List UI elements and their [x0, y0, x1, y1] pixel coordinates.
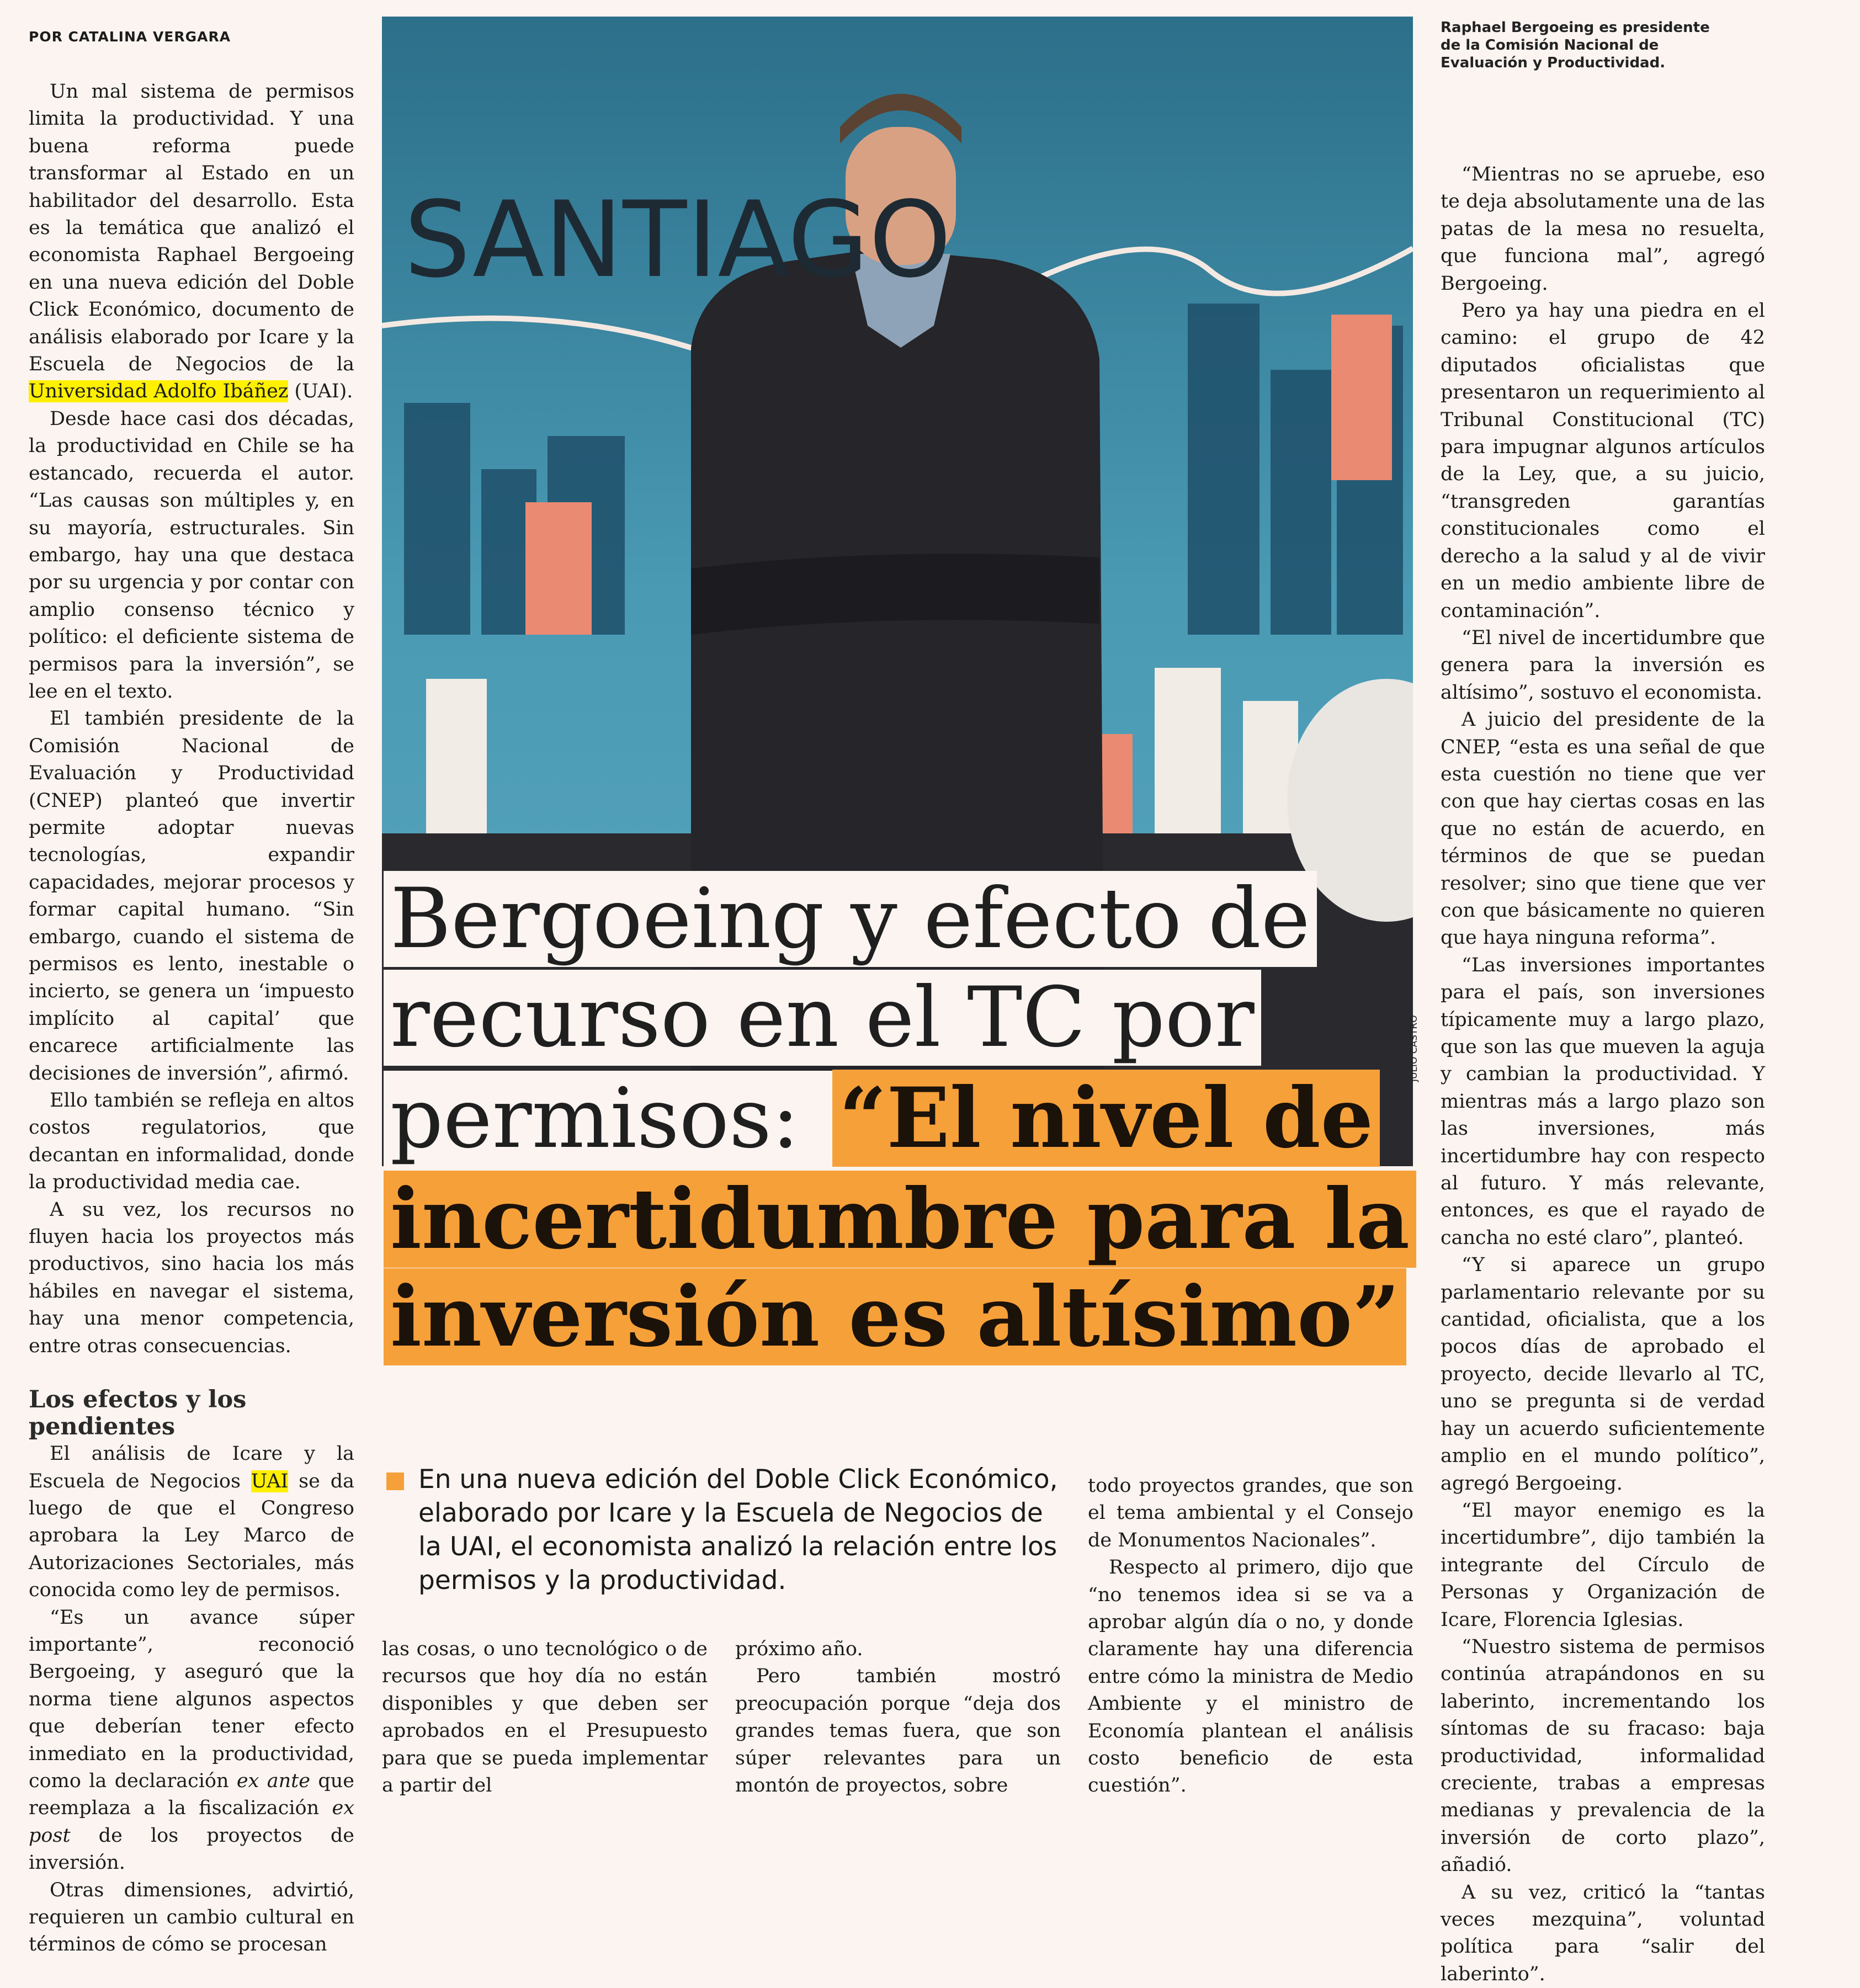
mural-text: SANTIAGO: [404, 179, 952, 301]
paragraph: Desde hace casi dos décadas, la productividad en Chile se ha estancado, recuerda el autor. “Las causas son múltiples y, en su mayoría, estructurales. Sin embargo, hay una que destaca por su urgencia y por contar con amplio consenso técnico y político: el deficiente sistema de permisos para la inversión”, se lee en el texto.: [29, 407, 354, 703]
highlighted-text: UAI: [251, 1470, 289, 1492]
article-column-4: [1088, 1473, 1413, 1800]
article-column-1: [29, 78, 354, 1959]
photo-caption: Raphael Bergoeing es presidente de la Comisión Nacional de Evaluación y Productividad.: [1441, 19, 1710, 71]
paragraph: Un mal sistema de permisos limita la productividad. Y una buena reforma puede transformar al Estado en un habilitador del desarrollo. Esta es la temática que analizó el economista Raphael Bergoeing en una nueva edición del Doble Click Económico, documento de análisis elaborado por Icare y la Escuela de Negocios de la Universidad Adolfo Ibáñez (UAI).: [29, 81, 354, 403]
article-column-5: [1441, 161, 1765, 1988]
byline: POR CATALINA VERGARA: [29, 29, 231, 45]
headline-line-2: recurso en el TC por: [384, 970, 1261, 1066]
paragraph: “Nuestro sistema de permisos continúa atrapándonos en su laberinto, incrementando los síntomas de su fracaso: baja productividad, informalidad creciente, trabas a empresas medianas y prevalencia de la inversión de corto plazo”, añadió.: [1441, 1635, 1765, 1877]
paragraph: próximo año.: [735, 1638, 863, 1660]
paragraph: todo proyectos grandes, que son el tema ambiental y el Consejo de Monumentos Nacionales”.: [1088, 1475, 1413, 1551]
paragraph: Ello también se refleja en altos costos regulatorios, que decantan en informalidad, donde la productividad media cae.: [29, 1089, 354, 1194]
headline-line-4: incertidumbre para la: [384, 1172, 1416, 1268]
paragraph: “Las inversiones importantes para el país, son inversiones típicamente muy a largo plazo, que son las que mueven la aguja y cambian la productividad. Y mientras más a largo plazo son las inversiones, más incertidumbre hay con respecto al futuro. Y más relevante, entonces, es que el rayado de cancha no esté claro”, planteó.: [1441, 954, 1765, 1249]
lead-bullet: [386, 1473, 404, 1490]
paragraph: A su vez, criticó la “tantas veces mezquina”, voluntad política para “salir del laberinto”.: [1441, 1881, 1765, 1985]
headline-line-5: inversión es altísimo”: [384, 1269, 1406, 1365]
photo-credit: JULIO CASTRO: [1409, 1015, 1420, 1082]
article-column-2: [382, 1636, 708, 1799]
paragraph: El análisis de Icare y la Escuela de Negocios UAI se da luego de que el Congreso aprobara la Ley Marco de Autorizaciones Sectoriales, más conocida como ley de permisos.: [29, 1443, 354, 1602]
paragraph: A juicio del presidente de la CNEP, “esta es una señal de que esta cuestión no tiene que ver con que hay ciertas cosas en las que no están de acuerdo, en términos de que se puedan resolver; sino que tiene que ver con que básicamente no quieren que haya ninguna reforma”.: [1441, 709, 1765, 949]
paragraph: “Es un avance súper importante”, reconoció Bergoeing, y aseguró que la norma tiene algunos aspectos que deberían tener efecto inmediato en la productividad, como la declaración ex ante que reemplaza a la fiscalización ex post de los proyectos de inversión.: [29, 1606, 354, 1874]
article-lead: En una nueva edición del Doble Click Económico, elaborado por Icare y la Escuela de Negocios de la UAI, el economista analizó la relación entre los permisos y la productividad.: [418, 1464, 1058, 1596]
paragraph: “Mientras no se apruebe, eso te deja absolutamente una de las patas de la mesa no resuelta, que funciona mal”, agregó Bergoeing.: [1441, 163, 1765, 295]
highlighted-text: Universidad Adolfo Ibáñez: [29, 380, 289, 403]
paragraph: “El mayor enemigo es la incertidumbre”, dijo también la integrante del Círculo de Personas y Organización de Icare, Florencia Iglesias.: [1441, 1499, 1765, 1631]
paragraph: Pero ya hay una piedra en el camino: el grupo de 42 diputados oficialistas que presentaron un requerimiento al Tribunal Constitucional (TC) para impugnar algunos artículos de la Ley, que, a su juicio, “transgreden garantías constitucionales como el derecho a la salud y al de vivir en un medio ambiente libre de contaminación”.: [1441, 300, 1765, 622]
paragraph: Otras dimensiones, advirtió, requieren un cambio cultural en términos de cómo se procesan: [29, 1879, 354, 1956]
paragraph: El también presidente de la Comisión Nacional de Evaluación y Productividad (CNEP) planteó que invertir permite adoptar nuevas tecnologías, expandir capacidades, mejorar procesos y formar capital humano. “Sin embargo, cuando el sistema de permisos es lento, inestable o incierto, se genera un ‘impuesto implícito al capital’ que encarece artificialmente las decisiones de inversión”, afirmó.: [29, 708, 354, 1085]
article-column-3: [735, 1636, 1061, 1799]
headline-line-3: permisos: “El nivel de: [384, 1071, 1380, 1167]
paragraph: Pero también mostró preocupación porque “deja dos grandes temas fuera, que son súper relevantes para un montón de proyectos, sobre: [735, 1665, 1061, 1797]
paragraph: A su vez, los recursos no fluyen hacia los proyectos más productivos, sino hacia los más hábiles en navegar el sistema, hay una menor competencia, entre otras consecuencias.: [29, 1198, 354, 1357]
headline-line-1: Bergoeing y efecto de: [384, 871, 1317, 967]
paragraph: “Y si aparece un grupo parlamentario relevante por su cantidad, oficialista, que a los pocos días de aprobado el proyecto, decide llevarlo al TC, uno se pregunta si de verdad hay un acuerdo suficientemente amplio en el mundo político”, agregó Bergoeing.: [1441, 1254, 1765, 1495]
paragraph: Respecto al primero, dijo que “no tenemos idea si se va a aprobar algún día o no, y donde claramente hay una diferencia entre cómo la ministra de Medio Ambiente y el ministro de Economía plantean el análisis costo beneficio de esta cuestión”.: [1088, 1556, 1413, 1797]
paragraph: las cosas, o uno tecnológico o de recursos que hoy día no están disponibles y que deben ser aprobados en el Presupuesto para que se pueda implementar a partir del: [382, 1638, 708, 1797]
paragraph: “El nivel de incertidumbre que genera para la inversión es altísimo”, sostuvo el economista.: [1441, 626, 1765, 704]
subheading: Los efectos y los pendientes: [29, 1386, 247, 1441]
